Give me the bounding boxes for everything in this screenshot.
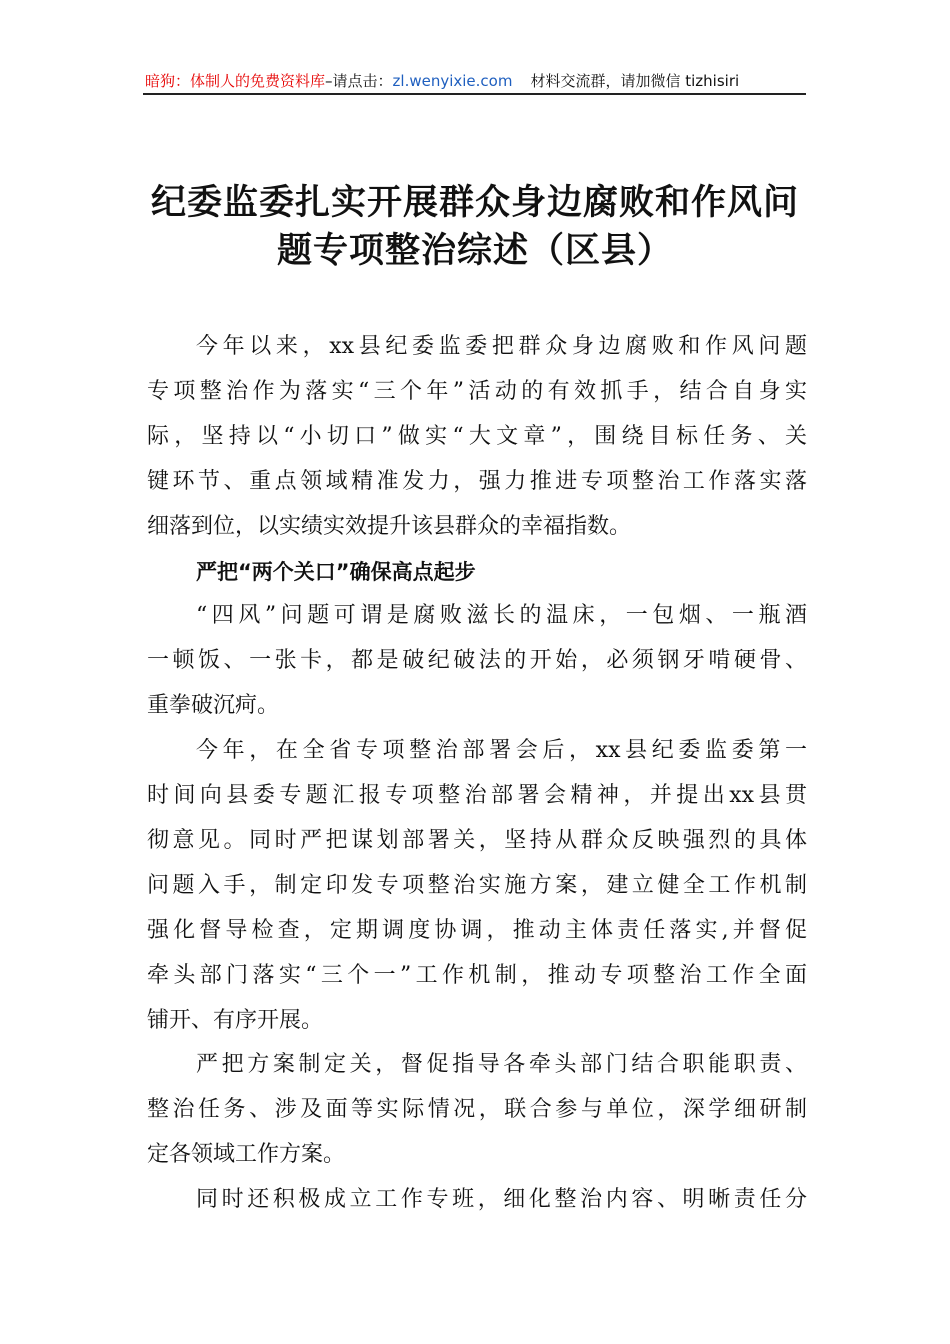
body-text-line: 严把方案制定关，督促指导各牵头部门结合职能职责、 [196, 1052, 807, 1078]
body-text-line: 专项整治作为落实“三个年”活动的有效抓手，结合自身实 [147, 378, 807, 404]
header-prompt: –请点击： [325, 72, 393, 90]
body-text-line: 一顿饭、一张卡，都是破纪破法的开始，必须钢牙啃硬骨、 [147, 648, 807, 674]
body-text-line: 重拳破沉疴。 [147, 693, 280, 719]
body-text-line: “四风”问题可谓是腐败滋长的温床，一包烟、一瓶酒 [196, 603, 807, 629]
header-contact: 材料交流群，请加微信 tizhisiri [530, 72, 740, 90]
body-text-line: 时间向县委专题汇报专项整治部署会精神，并提出xx县贯 [147, 783, 807, 808]
body-text-line: 强化督导检查，定期调度协调，推动主体责任落实,并督促 [147, 917, 807, 943]
body-text-line: 铺开、有序开展。 [147, 1007, 324, 1033]
header-link[interactable]: zl.wenyixie.com [392, 72, 513, 90]
document-title-line-1: 纪委监委扎实开展群众身边腐败和作风问 [150, 182, 799, 223]
body-text-line: 牵头部门落实“三个一”工作机制，推动专项整治工作全面 [147, 962, 807, 988]
body-text-line: 同时还积极成立工作专班，细化整治内容、明晰责任分 [196, 1187, 807, 1213]
header-divider [143, 93, 806, 95]
body-text-line: 定各领域工作方案。 [147, 1142, 346, 1168]
body-text-line: 彻意见。同时严把谋划部署关，坚持从群众反映强烈的具体 [147, 827, 807, 853]
body-text-line: 今年以来，xx县纪委监委把群众身边腐败和作风问题 [196, 334, 807, 359]
body-text-line: 际，坚持以“小切口”做实“大文章”，围绕目标任务、关 [147, 423, 807, 449]
body-text-line: 今年，在全省专项整治部署会后，xx县纪委监委第一 [196, 738, 807, 764]
body-text-line: 问题入手，制定印发专项整治实施方案，建立健全工作机制 [147, 872, 807, 898]
body-text-line: 键环节、重点领域精准发力，强力推进专项整治工作落实落 [147, 468, 807, 494]
document-title-line-2: 题专项整治综述（区县） [276, 230, 673, 271]
header-promo-text: 暗狗：体制人的免费资料库 [145, 72, 326, 90]
page-header [145, 70, 805, 92]
section-heading: 严把“两个关口”确保高点起步 [196, 559, 476, 584]
body-text-line: 细落到位，以实绩实效提升该县群众的幸福指数。 [147, 513, 632, 539]
body-text-line: 整治任务、涉及面等实际情况，联合参与单位，深学细研制 [147, 1097, 807, 1123]
